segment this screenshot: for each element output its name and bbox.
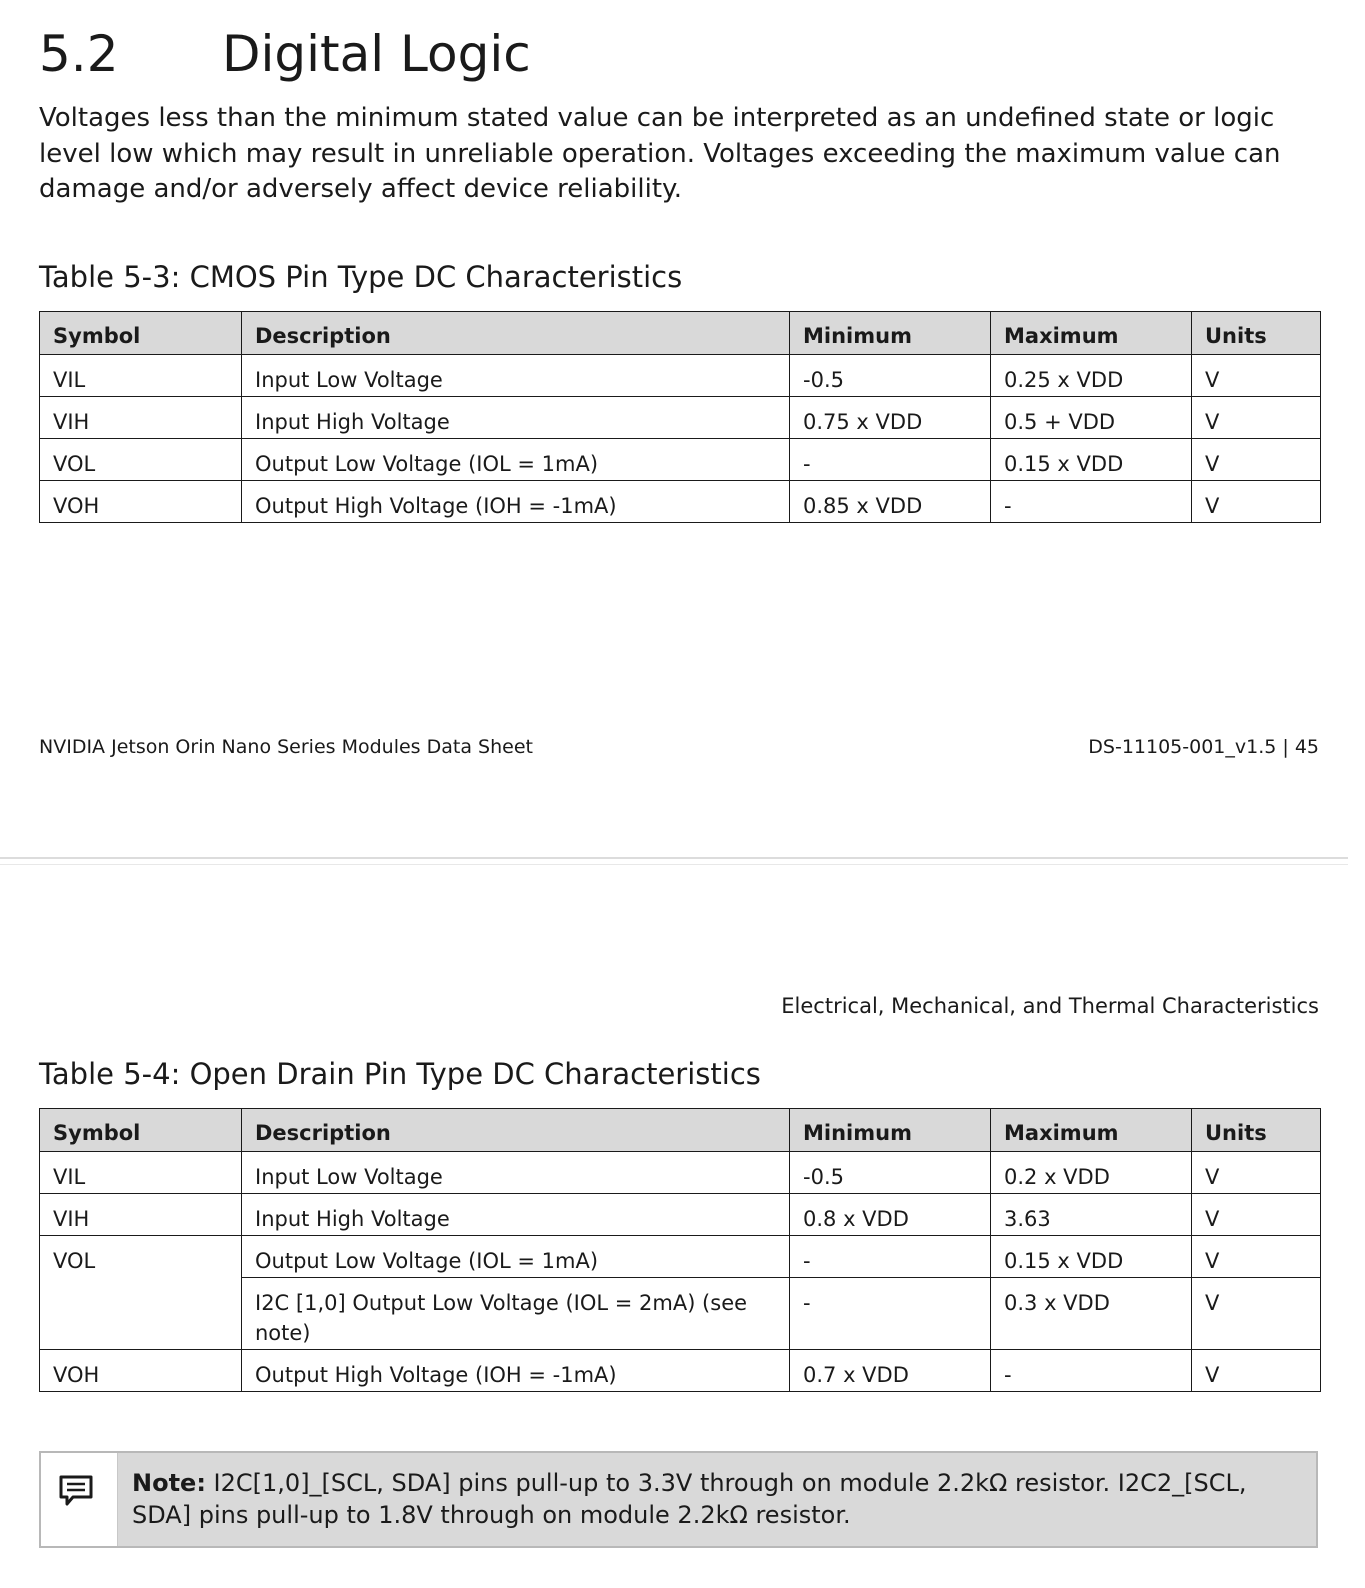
cell-minimum: - xyxy=(790,1278,991,1350)
header-units: Units xyxy=(1192,1109,1321,1152)
cell-maximum: 0.5 + VDD xyxy=(991,397,1192,439)
table-row xyxy=(40,1350,1321,1392)
header-maximum: Maximum xyxy=(991,1109,1192,1152)
cell-symbol: VIL xyxy=(40,355,242,397)
cell-units: V xyxy=(1192,481,1321,523)
header-symbol: Symbol xyxy=(40,312,242,355)
header-description: Description xyxy=(242,312,790,355)
table-5-4-caption: Table 5-4: Open Drain Pin Type DC Characteristics xyxy=(39,1057,761,1091)
cell-minimum: 0.7 x VDD xyxy=(790,1350,991,1392)
header-minimum: Minimum xyxy=(790,312,991,355)
section-title: Digital Logic xyxy=(222,25,531,83)
cell-symbol: VOH xyxy=(40,1350,242,1392)
note-text xyxy=(132,1467,1302,1531)
cell-units: V xyxy=(1192,1236,1321,1278)
cell-units: V xyxy=(1192,439,1321,481)
cell-units: V xyxy=(1192,1278,1321,1350)
cell-symbol: VIH xyxy=(40,397,242,439)
cell-symbol: VIL xyxy=(40,1152,242,1194)
cell-units: V xyxy=(1192,397,1321,439)
cell-units: V xyxy=(1192,1194,1321,1236)
table-row xyxy=(40,1236,1321,1278)
table-row xyxy=(40,355,1321,397)
cell-description: I2C [1,0] Output Low Voltage (IOL = 2mA) (see note) xyxy=(242,1278,790,1350)
cell-minimum: - xyxy=(790,1236,991,1278)
table-5-3-caption: Table 5-3: CMOS Pin Type DC Characteristics xyxy=(39,260,683,294)
table-header-row xyxy=(40,312,1321,355)
cell-description: Output Low Voltage (IOL = 1mA) xyxy=(242,439,790,481)
header-maximum: Maximum xyxy=(991,312,1192,355)
cell-minimum: 0.75 x VDD xyxy=(790,397,991,439)
cell-units: V xyxy=(1192,1350,1321,1392)
footer-document-title: NVIDIA Jetson Orin Nano Series Modules Data Sheet xyxy=(39,736,533,758)
header-minimum: Minimum xyxy=(790,1109,991,1152)
cell-description: Input High Voltage xyxy=(242,1194,790,1236)
table-row xyxy=(40,1194,1321,1236)
cell-units: V xyxy=(1192,355,1321,397)
cell-minimum: -0.5 xyxy=(790,355,991,397)
header-symbol: Symbol xyxy=(40,1109,242,1152)
cell-maximum: 0.25 x VDD xyxy=(991,355,1192,397)
section-number: 5.2 xyxy=(39,25,119,83)
table-row xyxy=(40,439,1321,481)
table-row xyxy=(40,1152,1321,1194)
table-row xyxy=(40,397,1321,439)
cell-units: V xyxy=(1192,1152,1321,1194)
running-header: Electrical, Mechanical, and Thermal Characteristics xyxy=(781,994,1319,1018)
intro-paragraph: Voltages less than the minimum stated value can be interpreted as an undefined state or logic level low which may result in unreliable operation. Voltages exceeding the maximum value can damage and/or adversely affect device reliability. xyxy=(39,103,1281,204)
note-icon-cell xyxy=(41,1453,118,1546)
cmos-dc-characteristics-table xyxy=(39,311,1321,523)
cell-description: Output Low Voltage (IOL = 1mA) xyxy=(242,1236,790,1278)
cell-maximum: 0.15 x VDD xyxy=(991,439,1192,481)
cell-description: Output High Voltage (IOH = -1mA) xyxy=(242,481,790,523)
page-separator xyxy=(0,857,1348,859)
note-comment-icon xyxy=(58,1474,94,1508)
cell-maximum: 0.2 x VDD xyxy=(991,1152,1192,1194)
cell-symbol: VIH xyxy=(40,1194,242,1236)
cell-maximum: - xyxy=(991,481,1192,523)
cell-maximum: - xyxy=(991,1350,1192,1392)
cell-symbol: VOL xyxy=(40,1236,242,1350)
note-callout xyxy=(39,1451,1318,1548)
header-description: Description xyxy=(242,1109,790,1152)
cell-symbol: VOL xyxy=(40,439,242,481)
table-row xyxy=(40,481,1321,523)
open-drain-dc-characteristics-table xyxy=(39,1108,1321,1392)
cell-maximum: 0.3 x VDD xyxy=(991,1278,1192,1350)
table-header-row xyxy=(40,1109,1321,1152)
cell-description: Output High Voltage (IOH = -1mA) xyxy=(242,1350,790,1392)
cell-description: Input Low Voltage xyxy=(242,1152,790,1194)
header-units: Units xyxy=(1192,312,1321,355)
note-label: Note: xyxy=(132,1469,206,1497)
cell-maximum: 0.15 x VDD xyxy=(991,1236,1192,1278)
cell-minimum: 0.8 x VDD xyxy=(790,1194,991,1236)
cell-maximum: 3.63 xyxy=(991,1194,1192,1236)
cell-symbol: VOH xyxy=(40,481,242,523)
cell-description: Input Low Voltage xyxy=(242,355,790,397)
cell-minimum: - xyxy=(790,439,991,481)
cell-minimum: 0.85 x VDD xyxy=(790,481,991,523)
cell-description: Input High Voltage xyxy=(242,397,790,439)
cell-minimum: -0.5 xyxy=(790,1152,991,1194)
page-separator-shadow xyxy=(0,864,1348,865)
note-body: I2C[1,0]_[SCL, SDA] pins pull-up to 3.3V through on module 2.2kΩ resistor. I2C2_[SCL, SDA] pins pull-up to 1.8V through on module 2.2kΩ resistor. xyxy=(132,1469,1247,1529)
footer-doc-id-page-number: DS-11105-001_v1.5 | 45 xyxy=(1088,736,1319,758)
